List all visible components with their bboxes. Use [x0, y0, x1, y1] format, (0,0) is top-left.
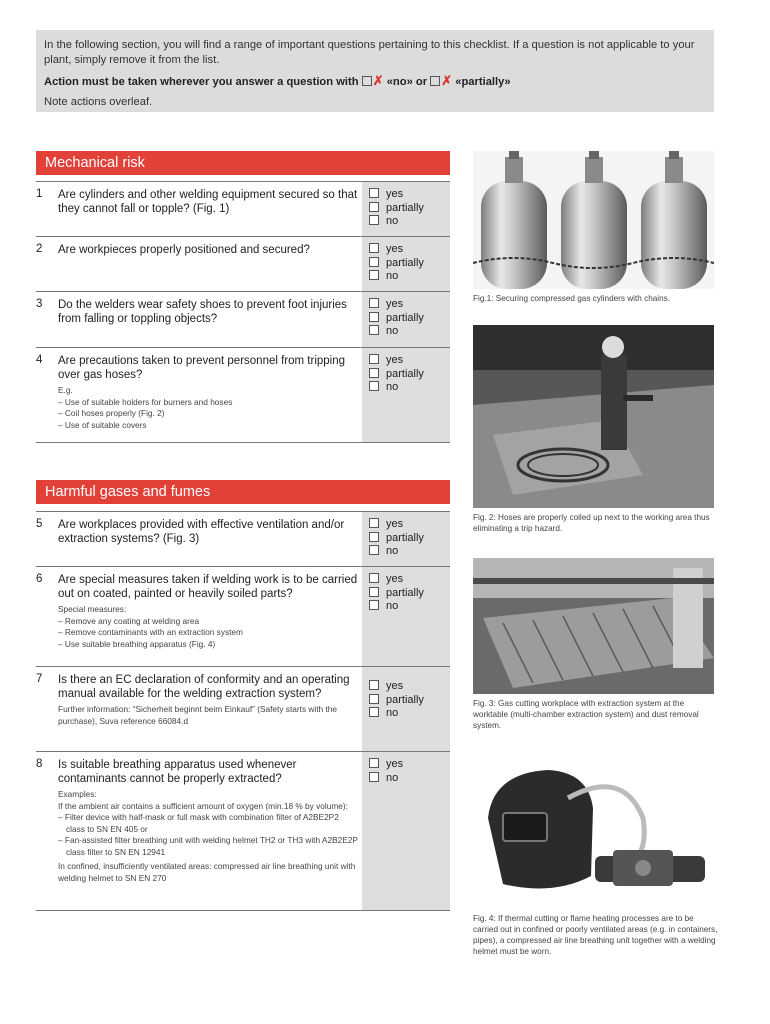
- note-line: – Remove any coating at welding area: [58, 615, 200, 626]
- figure-coiled-hoses: [473, 325, 714, 508]
- option-partially[interactable]: [369, 368, 424, 382]
- checkbox-icon[interactable]: [369, 707, 379, 717]
- option-label: no: [386, 545, 399, 558]
- checkbox-icon[interactable]: [369, 270, 379, 280]
- note-line: – Use suitable breathing apparatus (Fig. 4): [58, 638, 216, 649]
- question-body: [58, 298, 358, 326]
- note-line: If the ambient air contains a sufficient amount of oxygen (min.18 % by volume):: [58, 800, 348, 811]
- option-label: no: [386, 771, 399, 784]
- question-number: 3: [36, 298, 43, 310]
- option-no[interactable]: [369, 381, 424, 395]
- option-yes[interactable]: [369, 758, 403, 772]
- question-notes: [58, 385, 358, 431]
- option-no[interactable]: [369, 325, 424, 339]
- checkbox-icon[interactable]: [369, 587, 379, 597]
- option-label: yes: [386, 354, 404, 366]
- question-notes: [58, 789, 358, 884]
- checkbox-icon[interactable]: [369, 381, 379, 391]
- option-partially[interactable]: [369, 694, 424, 708]
- option-label: partially: [386, 693, 424, 706]
- answer-options: [369, 188, 424, 229]
- option-yes[interactable]: [369, 680, 424, 694]
- checkbox-icon[interactable]: [369, 368, 379, 378]
- question-row: [36, 751, 450, 911]
- checkbox-icon[interactable]: [369, 312, 379, 322]
- option-label: partially: [386, 311, 424, 324]
- figure-welding-helmet: [473, 758, 714, 906]
- question-body: [58, 518, 358, 546]
- option-yes[interactable]: [369, 243, 424, 257]
- option-label: yes: [386, 758, 404, 770]
- option-label: partially: [386, 531, 424, 544]
- option-label: partially: [386, 586, 424, 599]
- checkbox-icon[interactable]: [369, 758, 379, 768]
- section-heading-mechanical-risk: Mechanical risk: [36, 151, 450, 175]
- option-label: partially: [386, 256, 424, 269]
- option-label: no: [386, 600, 399, 613]
- caption-fig2: Fig. 2: Hoses are properly coiled up next to the working area thus eliminating a trip hazard.: [473, 513, 710, 533]
- note-line: Examples:: [58, 789, 97, 799]
- note-line: – Coil hoses properly (Fig. 2): [58, 408, 165, 418]
- question-number: 5: [36, 518, 43, 530]
- checkbox-icon[interactable]: [369, 298, 379, 308]
- checkbox-icon[interactable]: [369, 354, 379, 364]
- action-partially: «partially»: [455, 76, 511, 88]
- option-no[interactable]: [369, 545, 424, 559]
- question-notes: [58, 604, 358, 650]
- cross-mark-icon: ✗: [372, 73, 384, 88]
- welding-helmet-image: [473, 758, 714, 906]
- option-partially[interactable]: [369, 532, 424, 546]
- caption-fig1: Fig.1: Securing compressed gas cylinders with chains.: [473, 294, 671, 303]
- option-label: partially: [386, 201, 424, 214]
- option-yes[interactable]: [369, 188, 424, 202]
- answer-options: [369, 680, 424, 721]
- question-row: [36, 347, 450, 443]
- intro-box: [36, 30, 714, 112]
- option-no[interactable]: [369, 215, 424, 229]
- question-text: Is suitable breathing apparatus used whenever contaminants cannot be properly extracted?: [58, 759, 297, 785]
- option-label: yes: [386, 573, 404, 585]
- question-body: [58, 758, 358, 884]
- intro-note: Note actions overleaf.: [44, 96, 153, 108]
- caption-fig3: Fig. 3: Gas cutting workplace with extraction system at the worktable (multi-chamber extraction system) and dust removal system.: [473, 699, 699, 730]
- option-partially[interactable]: [369, 312, 424, 326]
- option-label: yes: [386, 680, 404, 692]
- option-label: no: [386, 707, 399, 720]
- question-number: 6: [36, 573, 43, 585]
- question-text: Are precautions taken to prevent personnel from tripping over gas hoses?: [58, 355, 346, 381]
- question-notes: [58, 704, 358, 727]
- checkbox-icon[interactable]: [369, 694, 379, 704]
- checkbox-icon[interactable]: [369, 600, 379, 610]
- checkbox-icon[interactable]: [369, 215, 379, 225]
- checkbox-icon[interactable]: [369, 202, 379, 212]
- note-line: – Fan-assisted filter breathing unit with welding helmet TH2 or TH3 with A2B2E2P class filter to SN EN 12941: [58, 835, 358, 857]
- checkbox-icon[interactable]: [369, 518, 379, 528]
- option-label: yes: [386, 298, 404, 310]
- note-line: Further information: “Sicherheit beginnt beim Einkauf” (Safety starts with the purchase), Suva reference 66084.d: [58, 704, 337, 726]
- question-number: 4: [36, 354, 43, 366]
- figure-gas-cutting-workplace: [473, 558, 714, 694]
- question-text: Are workpieces properly positioned and secured?: [58, 244, 310, 256]
- question-row: [36, 666, 450, 751]
- checkbox-icon[interactable]: [369, 243, 379, 253]
- option-no[interactable]: [369, 600, 424, 614]
- action-instruction: [44, 73, 706, 90]
- note-line: – Filter device with half-mask or full mask with combination filter of A2BE2P2 class to SN EN 405 or: [58, 812, 339, 834]
- welder-hoses-image: [473, 325, 714, 508]
- question-body: [58, 573, 358, 650]
- answer-options: [369, 243, 424, 284]
- question-number: 1: [36, 188, 43, 200]
- question-text: Is there an EC declaration of conformity and an operating manual available for the welding extraction system?: [58, 674, 350, 700]
- option-partially[interactable]: [369, 587, 424, 601]
- cross-mark-icon: ✗: [441, 73, 453, 88]
- question-text: Are workplaces provided with effective ventilation and/or extraction systems? (Fig. 3): [58, 519, 345, 545]
- answer-options: [369, 573, 424, 614]
- question-body: [58, 354, 358, 431]
- note-line: – Remove contaminants with an extraction system: [58, 627, 243, 637]
- crossed-checkbox-icon: [430, 76, 440, 86]
- option-label: no: [386, 381, 399, 394]
- checkbox-icon[interactable]: [369, 188, 379, 198]
- question-row: [36, 291, 450, 347]
- option-label: yes: [386, 188, 404, 200]
- question-row: [36, 181, 450, 236]
- answer-options: [369, 518, 424, 559]
- question-row: [36, 511, 450, 566]
- checkbox-icon[interactable]: [369, 573, 379, 583]
- figure-gas-cylinders: [473, 151, 714, 289]
- option-no[interactable]: [369, 772, 403, 786]
- answer-options: [369, 298, 424, 339]
- checkbox-icon[interactable]: [369, 257, 379, 267]
- question-text: Are cylinders and other welding equipment secured so that they cannot fall or topple? (Fig. 1): [58, 189, 358, 215]
- section-heading-harmful-gases: Harmful gases and fumes: [36, 480, 450, 504]
- note-line: Special measures:: [58, 604, 127, 614]
- note-line: – Use of suitable covers: [58, 419, 147, 430]
- question-number: 2: [36, 243, 43, 255]
- option-label: no: [386, 270, 399, 283]
- option-label: yes: [386, 243, 404, 255]
- checkbox-icon[interactable]: [369, 772, 379, 782]
- question-row: [36, 566, 450, 666]
- answer-options: [369, 758, 403, 785]
- answer-options: [369, 354, 424, 395]
- note-line: In confined, insufficiently ventilated areas: compressed air line breathing unit with welding helmet to SN EN 270: [58, 861, 356, 883]
- checkbox-icon[interactable]: [369, 325, 379, 335]
- question-body: [58, 188, 358, 216]
- action-prefix: Action must be taken wherever you answer a question with: [44, 76, 359, 88]
- question-text: Are special measures taken if welding work is to be carried out on coated, painted or heavily soiled parts?: [58, 574, 358, 600]
- question-body: [58, 243, 358, 257]
- note-line: E.g.: [58, 385, 73, 395]
- option-partially[interactable]: [369, 257, 424, 271]
- action-no: «no» or: [386, 76, 428, 88]
- option-yes[interactable]: [369, 354, 424, 368]
- option-label: partially: [386, 367, 424, 380]
- option-label: no: [386, 325, 399, 338]
- option-yes[interactable]: [369, 518, 424, 532]
- gas-cutting-image: [473, 558, 714, 694]
- checkbox-icon[interactable]: [369, 680, 379, 690]
- question-number: 8: [36, 758, 43, 770]
- intro-text: In the following section, you will find a range of important questions pertaining to this checklist. If a question is not applicable to your plant, simply remove it from the list.: [44, 39, 695, 66]
- gas-cylinders-image: [473, 151, 714, 289]
- option-label: no: [386, 215, 399, 228]
- question-text: Do the welders wear safety shoes to prevent foot injuries from falling or toppling objects?: [58, 299, 347, 325]
- question-table-mechanical: [36, 181, 450, 443]
- option-no[interactable]: [369, 270, 424, 284]
- question-number: 7: [36, 673, 43, 685]
- option-partially[interactable]: [369, 202, 424, 216]
- question-body: [58, 673, 358, 727]
- option-yes[interactable]: [369, 298, 424, 312]
- note-line: – Use of suitable holders for burners and hoses: [58, 396, 233, 407]
- checkbox-icon[interactable]: [369, 532, 379, 542]
- option-no[interactable]: [369, 707, 424, 721]
- crossed-checkbox-icon: [362, 76, 372, 86]
- caption-fig4: Fig. 4: If thermal cutting or flame heating processes are to be carried out in confined or poorly ventilated areas (e.g. in containers, pipes), a compressed air line breathing unit together with a welding helmet must be worn.: [473, 914, 718, 956]
- checkbox-icon[interactable]: [369, 545, 379, 555]
- option-label: yes: [386, 518, 404, 530]
- question-table-gases: [36, 511, 450, 911]
- question-row: [36, 236, 450, 291]
- option-yes[interactable]: [369, 573, 424, 587]
